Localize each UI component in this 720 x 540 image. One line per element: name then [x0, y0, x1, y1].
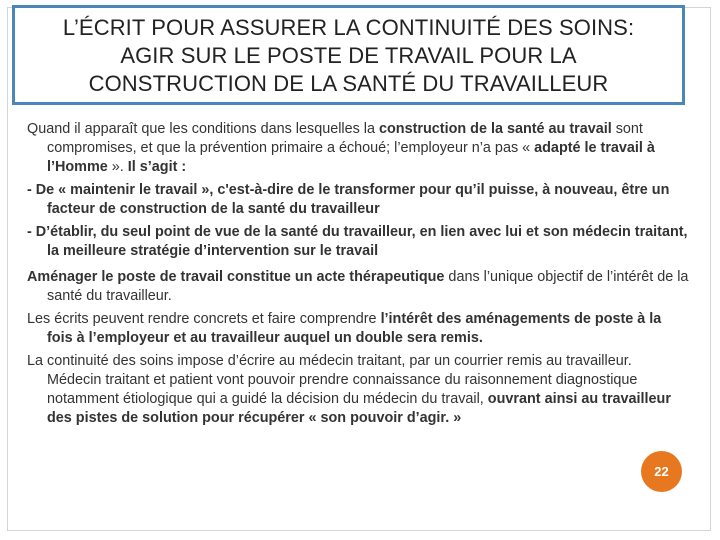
title-line-2: AGIR SUR LE POSTE DE TRAVAIL POUR LA — [120, 43, 577, 68]
p1-text-d: adapté le travail à l’Homme — [47, 140, 655, 175]
p6-text-a: La continuité des soins impose d’écrire au médecin traitant, par un courrier remis au travailleur. Médecin traitant et patient vont pouvoir prendre connaissance du raisonnement diagnostique notamment étiologique qui a guidé la décision du médecin du travail, — [27, 353, 638, 407]
p1-text-f: Il s’agit : — [127, 159, 187, 175]
title-box — [12, 5, 685, 105]
page-number-badge: 22 — [641, 451, 682, 492]
slide-body — [27, 120, 690, 432]
p1-text-e: ». — [107, 159, 128, 175]
title-line-1: L’ÉCRIT POUR ASSURER LA CONTINUITÉ DES SOINS: — [62, 15, 635, 40]
p6-text-b: ouvrant ainsi au travailleur des pistes de solution pour récupérer « son pouvoir d’agir. » — [47, 391, 671, 426]
p1-text-a: Quand il apparaît que les conditions dans lesquelles la — [27, 121, 380, 137]
p1-text-c: sont compromises, et que la prévention primaire a échoué; l’employeur n’a pas « — [47, 121, 643, 156]
paragraph-1 — [27, 120, 690, 177]
p1-text-b: construction de la santé au travail — [379, 121, 612, 137]
paragraph-2: - De « maintenir le travail », c'est-à-dire de le transformer pour qu’il puisse, à nouveau, être un facteur de construction de la santé du travailleur — [27, 182, 670, 217]
p4-text-b: dans l’unique objectif de l’intérêt de la santé du travailleur. — [47, 269, 689, 304]
paragraph-3: - D’établir, du seul point de vue de la santé du travailleur, en lien avec lui et son médecin traitant, la meilleure stratégie d’intervention sur le travail — [27, 224, 688, 259]
paragraph-4 — [27, 268, 690, 306]
p5-text-a: Les écrits peuvent rendre concrets et faire comprendre — [27, 311, 381, 327]
p4-text-a: Aménager le poste de travail constitue un acte thérapeutique — [27, 269, 445, 285]
paragraph-6 — [27, 352, 690, 428]
title-line-3: CONSTRUCTION DE LA SANTÉ DU TRAVAILLEUR — [88, 71, 609, 96]
p5-text-b: l’intérêt des aménagements de poste à la fois à l’employeur et au travailleur auquel un double sera remis. — [47, 311, 662, 346]
paragraph-5 — [27, 310, 690, 348]
